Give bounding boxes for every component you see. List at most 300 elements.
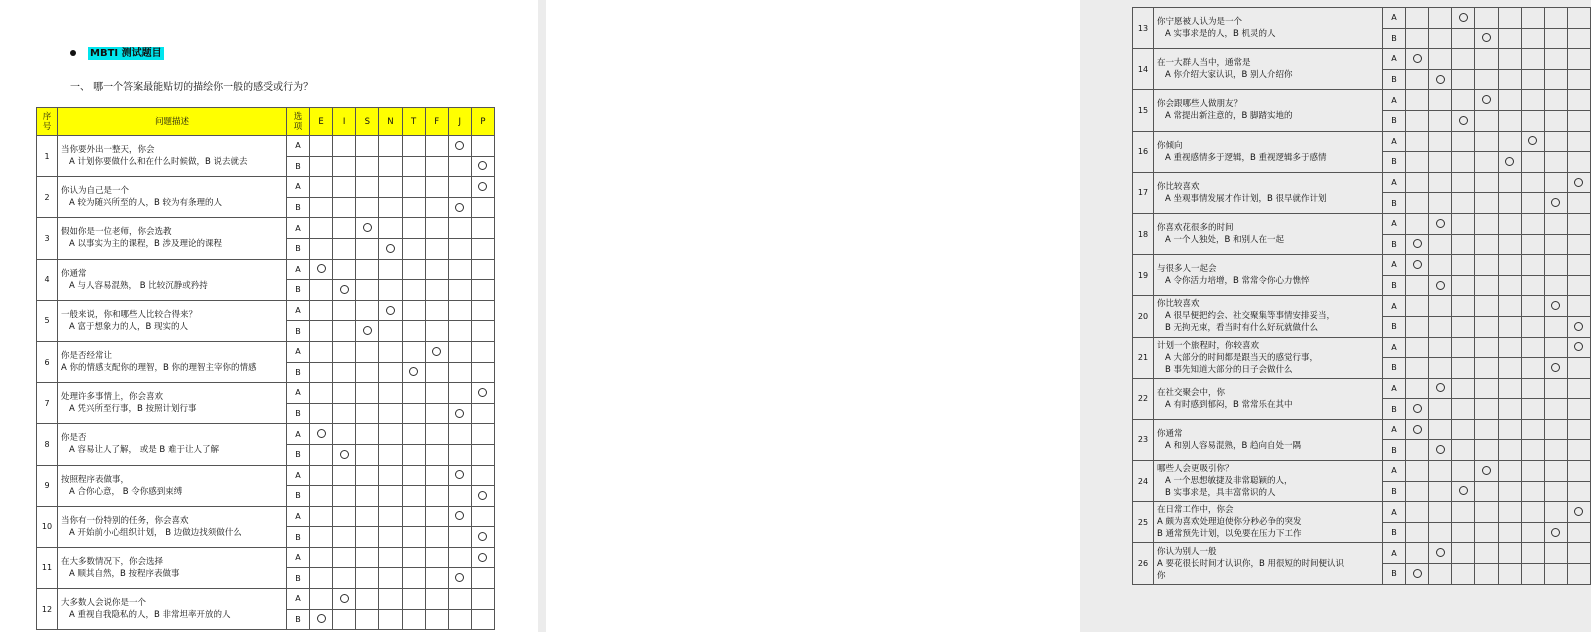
- answer-cell-s[interactable]: [1452, 316, 1475, 337]
- answer-cell-s[interactable]: [356, 321, 379, 342]
- answer-cell-f[interactable]: [1521, 90, 1544, 111]
- answer-cell-f[interactable]: [425, 486, 448, 507]
- answer-cell-i[interactable]: [333, 300, 356, 321]
- answer-cell-f[interactable]: [425, 300, 448, 321]
- answer-cell-j[interactable]: [1544, 337, 1567, 358]
- answer-cell-e[interactable]: [1406, 172, 1429, 193]
- answer-cell-f[interactable]: [425, 403, 448, 424]
- answer-cell-j[interactable]: [1544, 440, 1567, 461]
- answer-cell-i[interactable]: [1429, 69, 1452, 90]
- answer-cell-i[interactable]: [1429, 213, 1452, 234]
- answer-cell-j[interactable]: [1544, 234, 1567, 255]
- answer-cell-e[interactable]: [1406, 131, 1429, 152]
- answer-cell-t[interactable]: [402, 300, 425, 321]
- answer-cell-j[interactable]: [448, 609, 471, 630]
- answer-cell-s[interactable]: [356, 568, 379, 589]
- answer-cell-e[interactable]: [1406, 275, 1429, 296]
- answer-cell-f[interactable]: [1521, 440, 1544, 461]
- answer-cell-p[interactable]: [471, 156, 494, 177]
- answer-cell-n[interactable]: [1475, 49, 1498, 70]
- answer-cell-s[interactable]: [356, 136, 379, 157]
- answer-cell-n[interactable]: [379, 589, 402, 610]
- answer-cell-e[interactable]: [310, 362, 333, 383]
- answer-cell-p[interactable]: [1567, 193, 1590, 214]
- answer-cell-j[interactable]: [448, 589, 471, 610]
- answer-cell-e[interactable]: [1406, 502, 1429, 523]
- answer-cell-f[interactable]: [1521, 564, 1544, 585]
- answer-cell-p[interactable]: [471, 341, 494, 362]
- answer-cell-e[interactable]: [1406, 213, 1429, 234]
- answer-cell-f[interactable]: [425, 259, 448, 280]
- answer-cell-t[interactable]: [1498, 502, 1521, 523]
- answer-cell-i[interactable]: [333, 341, 356, 362]
- answer-cell-e[interactable]: [1406, 234, 1429, 255]
- answer-cell-s[interactable]: [1452, 131, 1475, 152]
- answer-cell-i[interactable]: [333, 527, 356, 548]
- answer-cell-j[interactable]: [1544, 296, 1567, 317]
- answer-cell-i[interactable]: [333, 156, 356, 177]
- answer-cell-p[interactable]: [1567, 419, 1590, 440]
- answer-cell-p[interactable]: [471, 527, 494, 548]
- answer-cell-e[interactable]: [310, 609, 333, 630]
- answer-cell-n[interactable]: [379, 300, 402, 321]
- answer-cell-i[interactable]: [333, 280, 356, 301]
- answer-cell-t[interactable]: [402, 424, 425, 445]
- answer-cell-s[interactable]: [356, 424, 379, 445]
- answer-cell-e[interactable]: [1406, 440, 1429, 461]
- answer-cell-s[interactable]: [1452, 152, 1475, 173]
- answer-cell-f[interactable]: [425, 383, 448, 404]
- answer-cell-i[interactable]: [1429, 49, 1452, 70]
- answer-cell-j[interactable]: [448, 197, 471, 218]
- answer-cell-i[interactable]: [333, 177, 356, 198]
- answer-cell-n[interactable]: [1475, 481, 1498, 502]
- answer-cell-e[interactable]: [310, 259, 333, 280]
- answer-cell-t[interactable]: [402, 218, 425, 239]
- answer-cell-t[interactable]: [1498, 440, 1521, 461]
- answer-cell-p[interactable]: [1567, 564, 1590, 585]
- answer-cell-n[interactable]: [379, 506, 402, 527]
- answer-cell-f[interactable]: [425, 589, 448, 610]
- answer-cell-i[interactable]: [333, 383, 356, 404]
- answer-cell-t[interactable]: [402, 465, 425, 486]
- answer-cell-i[interactable]: [1429, 172, 1452, 193]
- answer-cell-e[interactable]: [310, 486, 333, 507]
- answer-cell-t[interactable]: [402, 259, 425, 280]
- answer-cell-j[interactable]: [448, 383, 471, 404]
- answer-cell-j[interactable]: [448, 486, 471, 507]
- answer-cell-i[interactable]: [1429, 275, 1452, 296]
- answer-cell-n[interactable]: [379, 136, 402, 157]
- answer-cell-i[interactable]: [1429, 337, 1452, 358]
- answer-cell-t[interactable]: [1498, 564, 1521, 585]
- answer-cell-s[interactable]: [356, 486, 379, 507]
- answer-cell-f[interactable]: [425, 527, 448, 548]
- answer-cell-f[interactable]: [1521, 69, 1544, 90]
- answer-cell-t[interactable]: [1498, 213, 1521, 234]
- answer-cell-j[interactable]: [448, 424, 471, 445]
- answer-cell-n[interactable]: [1475, 110, 1498, 131]
- answer-cell-e[interactable]: [1406, 152, 1429, 173]
- answer-cell-n[interactable]: [1475, 131, 1498, 152]
- answer-cell-e[interactable]: [1406, 110, 1429, 131]
- answer-cell-t[interactable]: [1498, 131, 1521, 152]
- answer-cell-s[interactable]: [356, 403, 379, 424]
- answer-cell-t[interactable]: [402, 177, 425, 198]
- answer-cell-t[interactable]: [402, 547, 425, 568]
- answer-cell-p[interactable]: [471, 136, 494, 157]
- answer-cell-t[interactable]: [402, 568, 425, 589]
- answer-cell-j[interactable]: [1544, 28, 1567, 49]
- answer-cell-f[interactable]: [425, 156, 448, 177]
- answer-cell-i[interactable]: [333, 547, 356, 568]
- answer-cell-f[interactable]: [1521, 28, 1544, 49]
- answer-cell-i[interactable]: [1429, 316, 1452, 337]
- answer-cell-j[interactable]: [1544, 316, 1567, 337]
- answer-cell-t[interactable]: [402, 197, 425, 218]
- answer-cell-t[interactable]: [1498, 152, 1521, 173]
- answer-cell-n[interactable]: [379, 527, 402, 548]
- answer-cell-t[interactable]: [1498, 8, 1521, 29]
- answer-cell-s[interactable]: [356, 444, 379, 465]
- answer-cell-i[interactable]: [1429, 378, 1452, 399]
- answer-cell-s[interactable]: [356, 506, 379, 527]
- answer-cell-p[interactable]: [471, 383, 494, 404]
- answer-cell-i[interactable]: [333, 465, 356, 486]
- answer-cell-t[interactable]: [402, 321, 425, 342]
- answer-cell-p[interactable]: [1567, 543, 1590, 564]
- answer-cell-j[interactable]: [448, 156, 471, 177]
- answer-cell-i[interactable]: [333, 486, 356, 507]
- answer-cell-e[interactable]: [1406, 255, 1429, 276]
- answer-cell-s[interactable]: [1452, 481, 1475, 502]
- answer-cell-i[interactable]: [1429, 419, 1452, 440]
- answer-cell-i[interactable]: [1429, 461, 1452, 482]
- answer-cell-n[interactable]: [1475, 172, 1498, 193]
- answer-cell-s[interactable]: [356, 259, 379, 280]
- answer-cell-p[interactable]: [471, 547, 494, 568]
- answer-cell-p[interactable]: [1567, 255, 1590, 276]
- answer-cell-s[interactable]: [1452, 110, 1475, 131]
- answer-cell-t[interactable]: [1498, 49, 1521, 70]
- answer-cell-j[interactable]: [1544, 172, 1567, 193]
- answer-cell-i[interactable]: [1429, 8, 1452, 29]
- answer-cell-j[interactable]: [1544, 481, 1567, 502]
- answer-cell-e[interactable]: [1406, 419, 1429, 440]
- answer-cell-i[interactable]: [333, 362, 356, 383]
- answer-cell-n[interactable]: [1475, 337, 1498, 358]
- answer-cell-s[interactable]: [1452, 255, 1475, 276]
- answer-cell-t[interactable]: [1498, 543, 1521, 564]
- answer-cell-j[interactable]: [1544, 502, 1567, 523]
- answer-cell-j[interactable]: [1544, 543, 1567, 564]
- answer-cell-f[interactable]: [425, 218, 448, 239]
- answer-cell-j[interactable]: [1544, 193, 1567, 214]
- answer-cell-p[interactable]: [1567, 461, 1590, 482]
- answer-cell-e[interactable]: [1406, 399, 1429, 420]
- answer-cell-t[interactable]: [1498, 255, 1521, 276]
- answer-cell-f[interactable]: [425, 197, 448, 218]
- answer-cell-i[interactable]: [1429, 131, 1452, 152]
- answer-cell-f[interactable]: [1521, 543, 1544, 564]
- answer-cell-p[interactable]: [471, 465, 494, 486]
- answer-cell-p[interactable]: [471, 403, 494, 424]
- answer-cell-t[interactable]: [1498, 234, 1521, 255]
- answer-cell-e[interactable]: [1406, 337, 1429, 358]
- answer-cell-j[interactable]: [448, 300, 471, 321]
- answer-cell-e[interactable]: [310, 177, 333, 198]
- answer-cell-s[interactable]: [1452, 69, 1475, 90]
- answer-cell-t[interactable]: [402, 527, 425, 548]
- answer-cell-n[interactable]: [379, 444, 402, 465]
- answer-cell-t[interactable]: [402, 383, 425, 404]
- answer-cell-t[interactable]: [1498, 275, 1521, 296]
- answer-cell-e[interactable]: [1406, 564, 1429, 585]
- answer-cell-f[interactable]: [425, 280, 448, 301]
- answer-cell-n[interactable]: [1475, 440, 1498, 461]
- answer-cell-p[interactable]: [1567, 152, 1590, 173]
- answer-cell-p[interactable]: [1567, 69, 1590, 90]
- answer-cell-i[interactable]: [333, 609, 356, 630]
- answer-cell-f[interactable]: [1521, 8, 1544, 29]
- answer-cell-f[interactable]: [425, 506, 448, 527]
- answer-cell-t[interactable]: [402, 506, 425, 527]
- answer-cell-n[interactable]: [379, 238, 402, 259]
- answer-cell-j[interactable]: [1544, 564, 1567, 585]
- answer-cell-s[interactable]: [356, 218, 379, 239]
- answer-cell-n[interactable]: [1475, 213, 1498, 234]
- answer-cell-j[interactable]: [448, 238, 471, 259]
- answer-cell-p[interactable]: [1567, 28, 1590, 49]
- answer-cell-f[interactable]: [425, 424, 448, 445]
- answer-cell-s[interactable]: [1452, 213, 1475, 234]
- answer-cell-e[interactable]: [1406, 8, 1429, 29]
- answer-cell-i[interactable]: [333, 321, 356, 342]
- answer-cell-e[interactable]: [1406, 28, 1429, 49]
- answer-cell-n[interactable]: [379, 609, 402, 630]
- answer-cell-j[interactable]: [1544, 358, 1567, 379]
- answer-cell-p[interactable]: [1567, 440, 1590, 461]
- answer-cell-f[interactable]: [425, 341, 448, 362]
- answer-cell-n[interactable]: [379, 568, 402, 589]
- answer-cell-p[interactable]: [1567, 316, 1590, 337]
- answer-cell-t[interactable]: [1498, 378, 1521, 399]
- answer-cell-p[interactable]: [471, 362, 494, 383]
- answer-cell-t[interactable]: [1498, 110, 1521, 131]
- answer-cell-j[interactable]: [1544, 131, 1567, 152]
- answer-cell-i[interactable]: [333, 238, 356, 259]
- answer-cell-j[interactable]: [448, 259, 471, 280]
- answer-cell-s[interactable]: [356, 177, 379, 198]
- answer-cell-p[interactable]: [471, 177, 494, 198]
- answer-cell-p[interactable]: [471, 197, 494, 218]
- answer-cell-f[interactable]: [425, 177, 448, 198]
- answer-cell-p[interactable]: [471, 444, 494, 465]
- answer-cell-e[interactable]: [1406, 296, 1429, 317]
- answer-cell-f[interactable]: [1521, 234, 1544, 255]
- answer-cell-n[interactable]: [379, 280, 402, 301]
- answer-cell-t[interactable]: [402, 362, 425, 383]
- answer-cell-t[interactable]: [1498, 172, 1521, 193]
- answer-cell-e[interactable]: [310, 280, 333, 301]
- answer-cell-p[interactable]: [1567, 172, 1590, 193]
- answer-cell-n[interactable]: [1475, 358, 1498, 379]
- answer-cell-s[interactable]: [356, 197, 379, 218]
- answer-cell-s[interactable]: [1452, 461, 1475, 482]
- answer-cell-e[interactable]: [1406, 193, 1429, 214]
- answer-cell-s[interactable]: [1452, 564, 1475, 585]
- answer-cell-n[interactable]: [1475, 399, 1498, 420]
- answer-cell-t[interactable]: [1498, 90, 1521, 111]
- answer-cell-i[interactable]: [333, 424, 356, 445]
- answer-cell-j[interactable]: [1544, 461, 1567, 482]
- answer-cell-p[interactable]: [471, 506, 494, 527]
- answer-cell-s[interactable]: [1452, 358, 1475, 379]
- answer-cell-j[interactable]: [448, 568, 471, 589]
- answer-cell-t[interactable]: [402, 486, 425, 507]
- answer-cell-j[interactable]: [448, 177, 471, 198]
- answer-cell-n[interactable]: [1475, 69, 1498, 90]
- answer-cell-n[interactable]: [1475, 564, 1498, 585]
- answer-cell-f[interactable]: [425, 444, 448, 465]
- answer-cell-p[interactable]: [471, 321, 494, 342]
- answer-cell-t[interactable]: [402, 589, 425, 610]
- answer-cell-f[interactable]: [1521, 461, 1544, 482]
- answer-cell-f[interactable]: [1521, 337, 1544, 358]
- answer-cell-p[interactable]: [471, 218, 494, 239]
- answer-cell-e[interactable]: [1406, 461, 1429, 482]
- answer-cell-s[interactable]: [356, 300, 379, 321]
- answer-cell-t[interactable]: [1498, 337, 1521, 358]
- answer-cell-i[interactable]: [1429, 481, 1452, 502]
- answer-cell-i[interactable]: [1429, 564, 1452, 585]
- answer-cell-f[interactable]: [1521, 255, 1544, 276]
- answer-cell-p[interactable]: [1567, 49, 1590, 70]
- answer-cell-j[interactable]: [1544, 90, 1567, 111]
- answer-cell-t[interactable]: [402, 280, 425, 301]
- answer-cell-p[interactable]: [1567, 337, 1590, 358]
- answer-cell-e[interactable]: [1406, 316, 1429, 337]
- answer-cell-j[interactable]: [448, 362, 471, 383]
- answer-cell-f[interactable]: [425, 465, 448, 486]
- answer-cell-t[interactable]: [1498, 69, 1521, 90]
- answer-cell-n[interactable]: [1475, 378, 1498, 399]
- answer-cell-p[interactable]: [471, 568, 494, 589]
- answer-cell-j[interactable]: [1544, 275, 1567, 296]
- answer-cell-e[interactable]: [1406, 481, 1429, 502]
- answer-cell-n[interactable]: [379, 486, 402, 507]
- answer-cell-i[interactable]: [1429, 110, 1452, 131]
- answer-cell-n[interactable]: [379, 156, 402, 177]
- answer-cell-p[interactable]: [471, 609, 494, 630]
- answer-cell-e[interactable]: [310, 300, 333, 321]
- answer-cell-e[interactable]: [310, 506, 333, 527]
- answer-cell-p[interactable]: [1567, 296, 1590, 317]
- answer-cell-f[interactable]: [1521, 152, 1544, 173]
- answer-cell-i[interactable]: [1429, 193, 1452, 214]
- answer-cell-n[interactable]: [1475, 502, 1498, 523]
- answer-cell-t[interactable]: [402, 403, 425, 424]
- answer-cell-p[interactable]: [1567, 481, 1590, 502]
- answer-cell-p[interactable]: [1567, 522, 1590, 543]
- answer-cell-e[interactable]: [310, 321, 333, 342]
- answer-cell-p[interactable]: [1567, 502, 1590, 523]
- answer-cell-i[interactable]: [1429, 28, 1452, 49]
- answer-cell-j[interactable]: [448, 527, 471, 548]
- answer-cell-j[interactable]: [1544, 378, 1567, 399]
- answer-cell-e[interactable]: [1406, 358, 1429, 379]
- answer-cell-p[interactable]: [1567, 234, 1590, 255]
- answer-cell-j[interactable]: [1544, 522, 1567, 543]
- answer-cell-n[interactable]: [379, 341, 402, 362]
- answer-cell-p[interactable]: [1567, 131, 1590, 152]
- answer-cell-e[interactable]: [310, 197, 333, 218]
- answer-cell-s[interactable]: [1452, 234, 1475, 255]
- answer-cell-n[interactable]: [379, 197, 402, 218]
- answer-cell-e[interactable]: [310, 136, 333, 157]
- answer-cell-n[interactable]: [1475, 522, 1498, 543]
- answer-cell-i[interactable]: [333, 259, 356, 280]
- answer-cell-s[interactable]: [356, 238, 379, 259]
- answer-cell-i[interactable]: [333, 568, 356, 589]
- answer-cell-s[interactable]: [1452, 49, 1475, 70]
- answer-cell-s[interactable]: [356, 156, 379, 177]
- answer-cell-f[interactable]: [1521, 358, 1544, 379]
- answer-cell-t[interactable]: [402, 238, 425, 259]
- answer-cell-i[interactable]: [1429, 399, 1452, 420]
- answer-cell-n[interactable]: [1475, 296, 1498, 317]
- answer-cell-e[interactable]: [310, 589, 333, 610]
- answer-cell-e[interactable]: [310, 568, 333, 589]
- answer-cell-f[interactable]: [1521, 49, 1544, 70]
- answer-cell-e[interactable]: [310, 465, 333, 486]
- answer-cell-e[interactable]: [310, 218, 333, 239]
- answer-cell-j[interactable]: [448, 465, 471, 486]
- answer-cell-i[interactable]: [333, 197, 356, 218]
- answer-cell-t[interactable]: [1498, 481, 1521, 502]
- answer-cell-n[interactable]: [1475, 275, 1498, 296]
- answer-cell-n[interactable]: [379, 177, 402, 198]
- answer-cell-j[interactable]: [1544, 213, 1567, 234]
- answer-cell-s[interactable]: [1452, 502, 1475, 523]
- answer-cell-s[interactable]: [1452, 193, 1475, 214]
- answer-cell-n[interactable]: [1475, 543, 1498, 564]
- answer-cell-f[interactable]: [1521, 275, 1544, 296]
- answer-cell-j[interactable]: [448, 506, 471, 527]
- answer-cell-s[interactable]: [356, 547, 379, 568]
- answer-cell-e[interactable]: [310, 238, 333, 259]
- answer-cell-n[interactable]: [1475, 90, 1498, 111]
- answer-cell-n[interactable]: [379, 465, 402, 486]
- answer-cell-j[interactable]: [1544, 399, 1567, 420]
- answer-cell-j[interactable]: [1544, 152, 1567, 173]
- answer-cell-n[interactable]: [1475, 8, 1498, 29]
- answer-cell-i[interactable]: [1429, 152, 1452, 173]
- answer-cell-t[interactable]: [402, 341, 425, 362]
- answer-cell-e[interactable]: [1406, 90, 1429, 111]
- answer-cell-f[interactable]: [425, 609, 448, 630]
- answer-cell-f[interactable]: [1521, 522, 1544, 543]
- answer-cell-n[interactable]: [379, 547, 402, 568]
- answer-cell-j[interactable]: [1544, 49, 1567, 70]
- answer-cell-s[interactable]: [1452, 275, 1475, 296]
- answer-cell-t[interactable]: [1498, 193, 1521, 214]
- answer-cell-t[interactable]: [1498, 296, 1521, 317]
- answer-cell-j[interactable]: [1544, 8, 1567, 29]
- answer-cell-s[interactable]: [1452, 419, 1475, 440]
- answer-cell-s[interactable]: [1452, 399, 1475, 420]
- answer-cell-f[interactable]: [1521, 296, 1544, 317]
